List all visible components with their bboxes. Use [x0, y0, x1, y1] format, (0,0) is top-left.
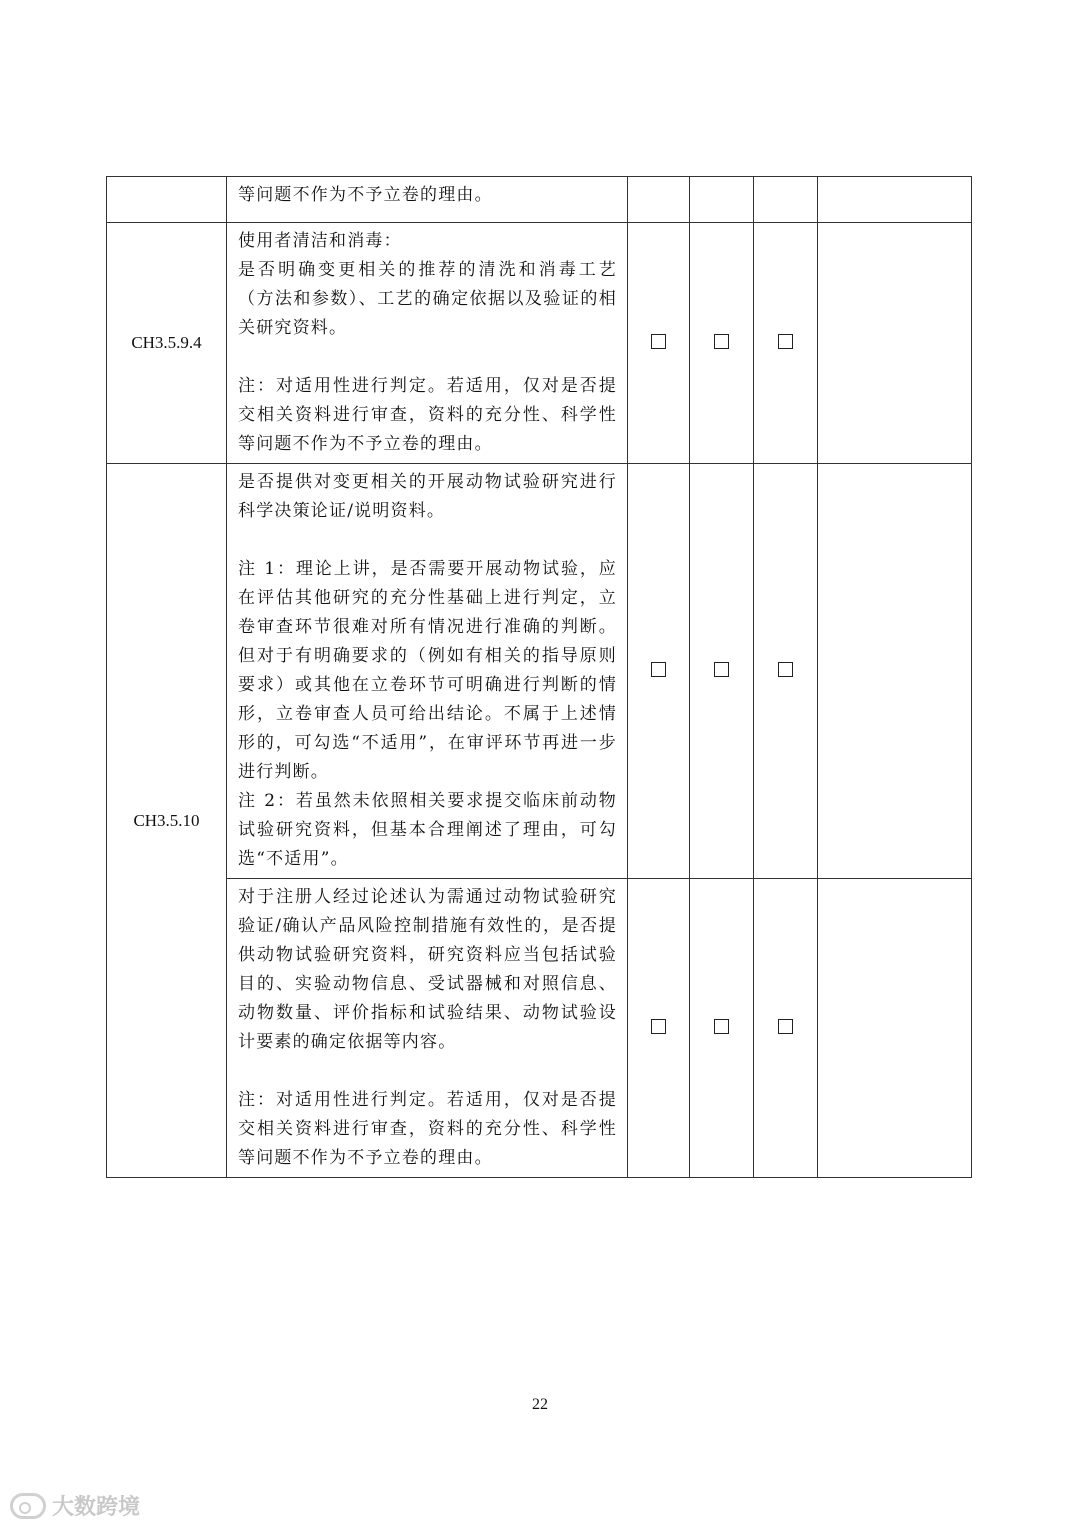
- check-cell-applicable: [628, 879, 690, 1178]
- item-code-cell: CH3.5.9.4: [107, 223, 227, 464]
- requirement-cell: [227, 879, 628, 1178]
- table-row: [107, 177, 972, 223]
- checkbox[interactable]: [714, 662, 729, 677]
- check-cell-not-applicable: [690, 223, 754, 464]
- watermark: [10, 1490, 140, 1521]
- checkbox[interactable]: [651, 334, 666, 349]
- remarks-cell: [818, 177, 972, 223]
- review-checklist-table: [106, 176, 972, 1178]
- item-code-cell: CH3.5.10: [107, 464, 227, 1178]
- checkbox[interactable]: [651, 662, 666, 677]
- requirement-text: 对于注册人经过论述认为需通过动物试验研究验证/确认产品风险控制措施有效性的，是否提供动物试验研究资料，研究资料应当包括试验目的、实验动物信息、受试器械和对照信息、动物数量、评价指标和试验结果、动物试验设计要素的确定依据等内容。 注：对适用性进行判定。若适用，仅对是否提交相关资料进行审查，资料的充分性、科学性等问题不作为不予立卷的理由。: [238, 887, 617, 1168]
- check-cell-other: [754, 464, 818, 879]
- checkbox[interactable]: [778, 1019, 793, 1034]
- requirement-cell: [227, 223, 628, 464]
- requirement-cell: [227, 177, 628, 223]
- table-row: [107, 879, 972, 1178]
- check-cell-other: [754, 177, 818, 223]
- page-number: 22: [532, 1396, 548, 1413]
- table-row: [107, 464, 972, 879]
- check-cell-other: [754, 223, 818, 464]
- check-cell-applicable: [628, 464, 690, 879]
- checkbox[interactable]: [651, 1019, 666, 1034]
- checkbox[interactable]: [778, 334, 793, 349]
- remarks-cell: [818, 464, 972, 879]
- checkbox[interactable]: [778, 662, 793, 677]
- check-cell-other: [754, 879, 818, 1178]
- remarks-cell: [818, 223, 972, 464]
- check-cell-applicable: [628, 223, 690, 464]
- table-row: [107, 223, 972, 464]
- requirement-text: 是否提供对变更相关的开展动物试验研究进行科学决策论证/说明资料。 注 1：理论上讲，是否需要开展动物试验，应在评估其他研究的充分性基础上进行判定，立卷审查环节很难对所有情况进行准确的判断。但对于有明确要求的（例如有相关的指导原则要求）或其他在立卷环节可明确进行判断的情形，立卷审查人员可给出结论。不属于上述情形的，可勾选“不适用”，在审评环节再进一步进行判断。 注 2：若虽然未依照相关要求提交临床前动物试验研究资料，但基本合理阐述了理由，可勾选“不适用”。: [238, 472, 617, 869]
- checkbox[interactable]: [714, 334, 729, 349]
- check-cell-not-applicable: [690, 177, 754, 223]
- check-cell-applicable: [628, 177, 690, 223]
- checkbox[interactable]: [714, 1019, 729, 1034]
- requirement-text: 使用者清洁和消毒： 是否明确变更相关的推荐的清洗和消毒工艺（方法和参数）、工艺的确定依据以及验证的相关研究资料。 注：对适用性进行判定。若适用，仅对是否提交相关资料进行审查，资料的充分性、科学性等问题不作为不予立卷的理由。: [238, 231, 617, 454]
- remarks-cell: [818, 879, 972, 1178]
- watermark-logo-icon: [10, 1493, 46, 1519]
- requirement-text: 等问题不作为不予立卷的理由。: [238, 185, 493, 205]
- check-cell-not-applicable: [690, 464, 754, 879]
- check-cell-not-applicable: [690, 879, 754, 1178]
- watermark-text: 大数跨境: [52, 1495, 141, 1520]
- requirement-cell: [227, 464, 628, 879]
- item-code-cell: [107, 177, 227, 223]
